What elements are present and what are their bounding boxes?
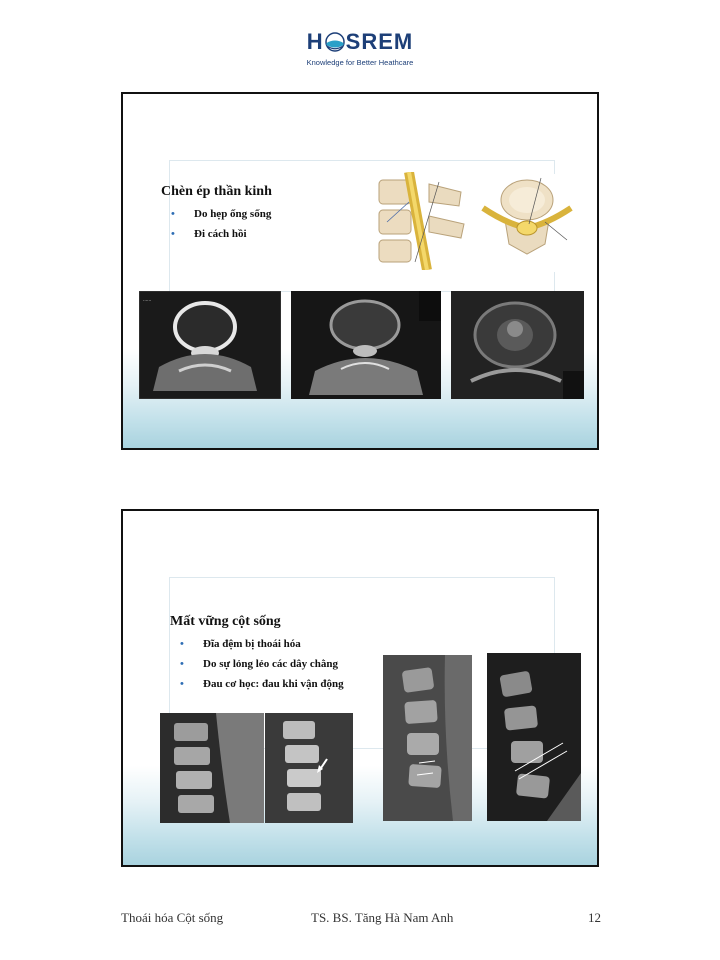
bullet-item: • Đĩa đệm bị thoái hóa	[177, 634, 344, 654]
xray-lumbar-image-2	[265, 713, 353, 823]
bullet-dot-icon: •	[180, 678, 184, 690]
xray-lateral-spine-image-1	[383, 655, 472, 821]
slide-title: Chèn ép thần kinh	[161, 184, 272, 199]
slide-nerve-compression	[121, 92, 599, 450]
logo-wordmark	[290, 30, 430, 54]
bullet-dot-icon: •	[180, 658, 184, 670]
bullet-dot-icon: •	[180, 638, 184, 650]
bullet-item: • Đau cơ học: đau khi vận động	[177, 674, 344, 694]
svg-text:......: ......	[143, 297, 152, 303]
globe-icon	[325, 32, 345, 52]
slide-spinal-instability	[121, 509, 599, 867]
footer-author: TS. BS. Tăng Hà Nam Anh	[311, 910, 454, 925]
logo-text-left: H	[306, 29, 324, 54]
xray-lumbar-image-1	[160, 713, 264, 823]
logo-text-right: SREM	[345, 29, 414, 54]
bullet-list	[168, 204, 271, 244]
hosrem-logo	[290, 30, 430, 70]
mri-axial-image-2	[291, 291, 441, 399]
bullet-dot-icon: •	[171, 208, 175, 220]
footer-page-number: 12	[588, 910, 601, 925]
bullet-dot-icon: •	[171, 228, 175, 240]
xray-lateral-spine-image-2	[487, 653, 581, 821]
spine-axial-illustration	[479, 174, 575, 272]
slide-title: Mất vững cột sống	[170, 614, 281, 629]
logo-tagline: Knowledge for Better Heathcare	[306, 58, 414, 67]
bullet-item: • Do sự lỏng lẻo các dây chằng	[177, 654, 344, 674]
bullet-item: • Đi cách hồi	[168, 224, 271, 244]
bullet-list	[177, 634, 344, 694]
bullet-item: • Do hẹp ống sống	[168, 204, 271, 224]
mri-axial-image-3	[451, 291, 584, 399]
mri-axial-image-1	[139, 291, 281, 399]
spine-sagittal-illustration	[369, 172, 469, 270]
footer-course-title: Thoái hóa Cột sống	[121, 910, 224, 925]
